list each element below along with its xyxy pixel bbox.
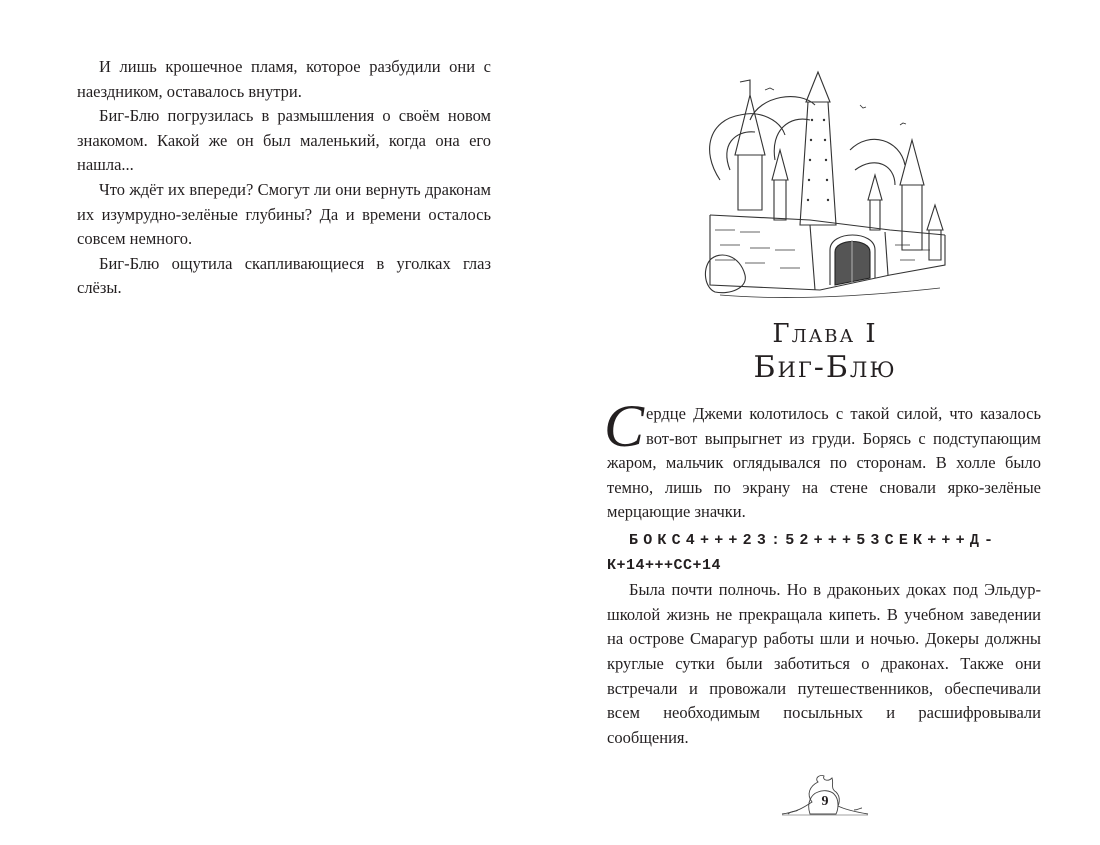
chapter-heading — [550, 318, 1100, 386]
drop-cap: С — [604, 393, 645, 459]
page-number: 9 — [821, 794, 829, 809]
chapter-number: Глава I — [772, 319, 878, 349]
chapter-title: Биг-Блю — [753, 350, 897, 385]
coded-message-line-1: БОКС4+++23:52+++53СЕК+++Д- — [629, 531, 999, 549]
opening-paragraph: Сердце Джеми колотилось с такой силой, что казалось вот-вот выпрыгнет из груди. Борясь с подступающим жаром, мальчик оглядывался по сторонам. В холле было темно, лишь по экрану на стене сновали ярко-зелёные мерцающие значки. — [604, 393, 1041, 522]
coded-message-line-2: К+14+++СС+14 — [607, 556, 722, 574]
page-number-ornament — [778, 772, 872, 822]
paragraph: И лишь крошечное пламя, которое разбудили они с наездником, оставалось внутри. — [77, 57, 491, 101]
right-page-text — [604, 393, 1041, 750]
paragraph: Была почти полночь. Но в драконьих доках под Эльдур-школой жизнь не прекращала кипеть. В учебном заведении на острове Смарагур работы шли и ночью. Докеры должны круглые сутки были заботиться о драконах. Также они встречали и провожали путешественников, обеспечивали всем необходимым посыльных и расшифровывали сообщения. — [607, 580, 1041, 747]
paragraph: Биг-Блю погрузилась в размышления о своём новом знакомом. Какой же он был маленький, когда она его нашла... — [77, 106, 491, 175]
right-page — [550, 0, 1100, 845]
left-page-text — [77, 55, 491, 301]
castle-illustration — [690, 60, 960, 300]
paragraph: Биг-Блю ощутила скапливающиеся в уголках глаз слёзы. — [77, 253, 491, 298]
paragraph: Что ждёт их впереди? Смогут ли они вернуть драконам их изумрудно-зелёные глубины? Да и времени осталось совсем немного. — [77, 179, 491, 249]
